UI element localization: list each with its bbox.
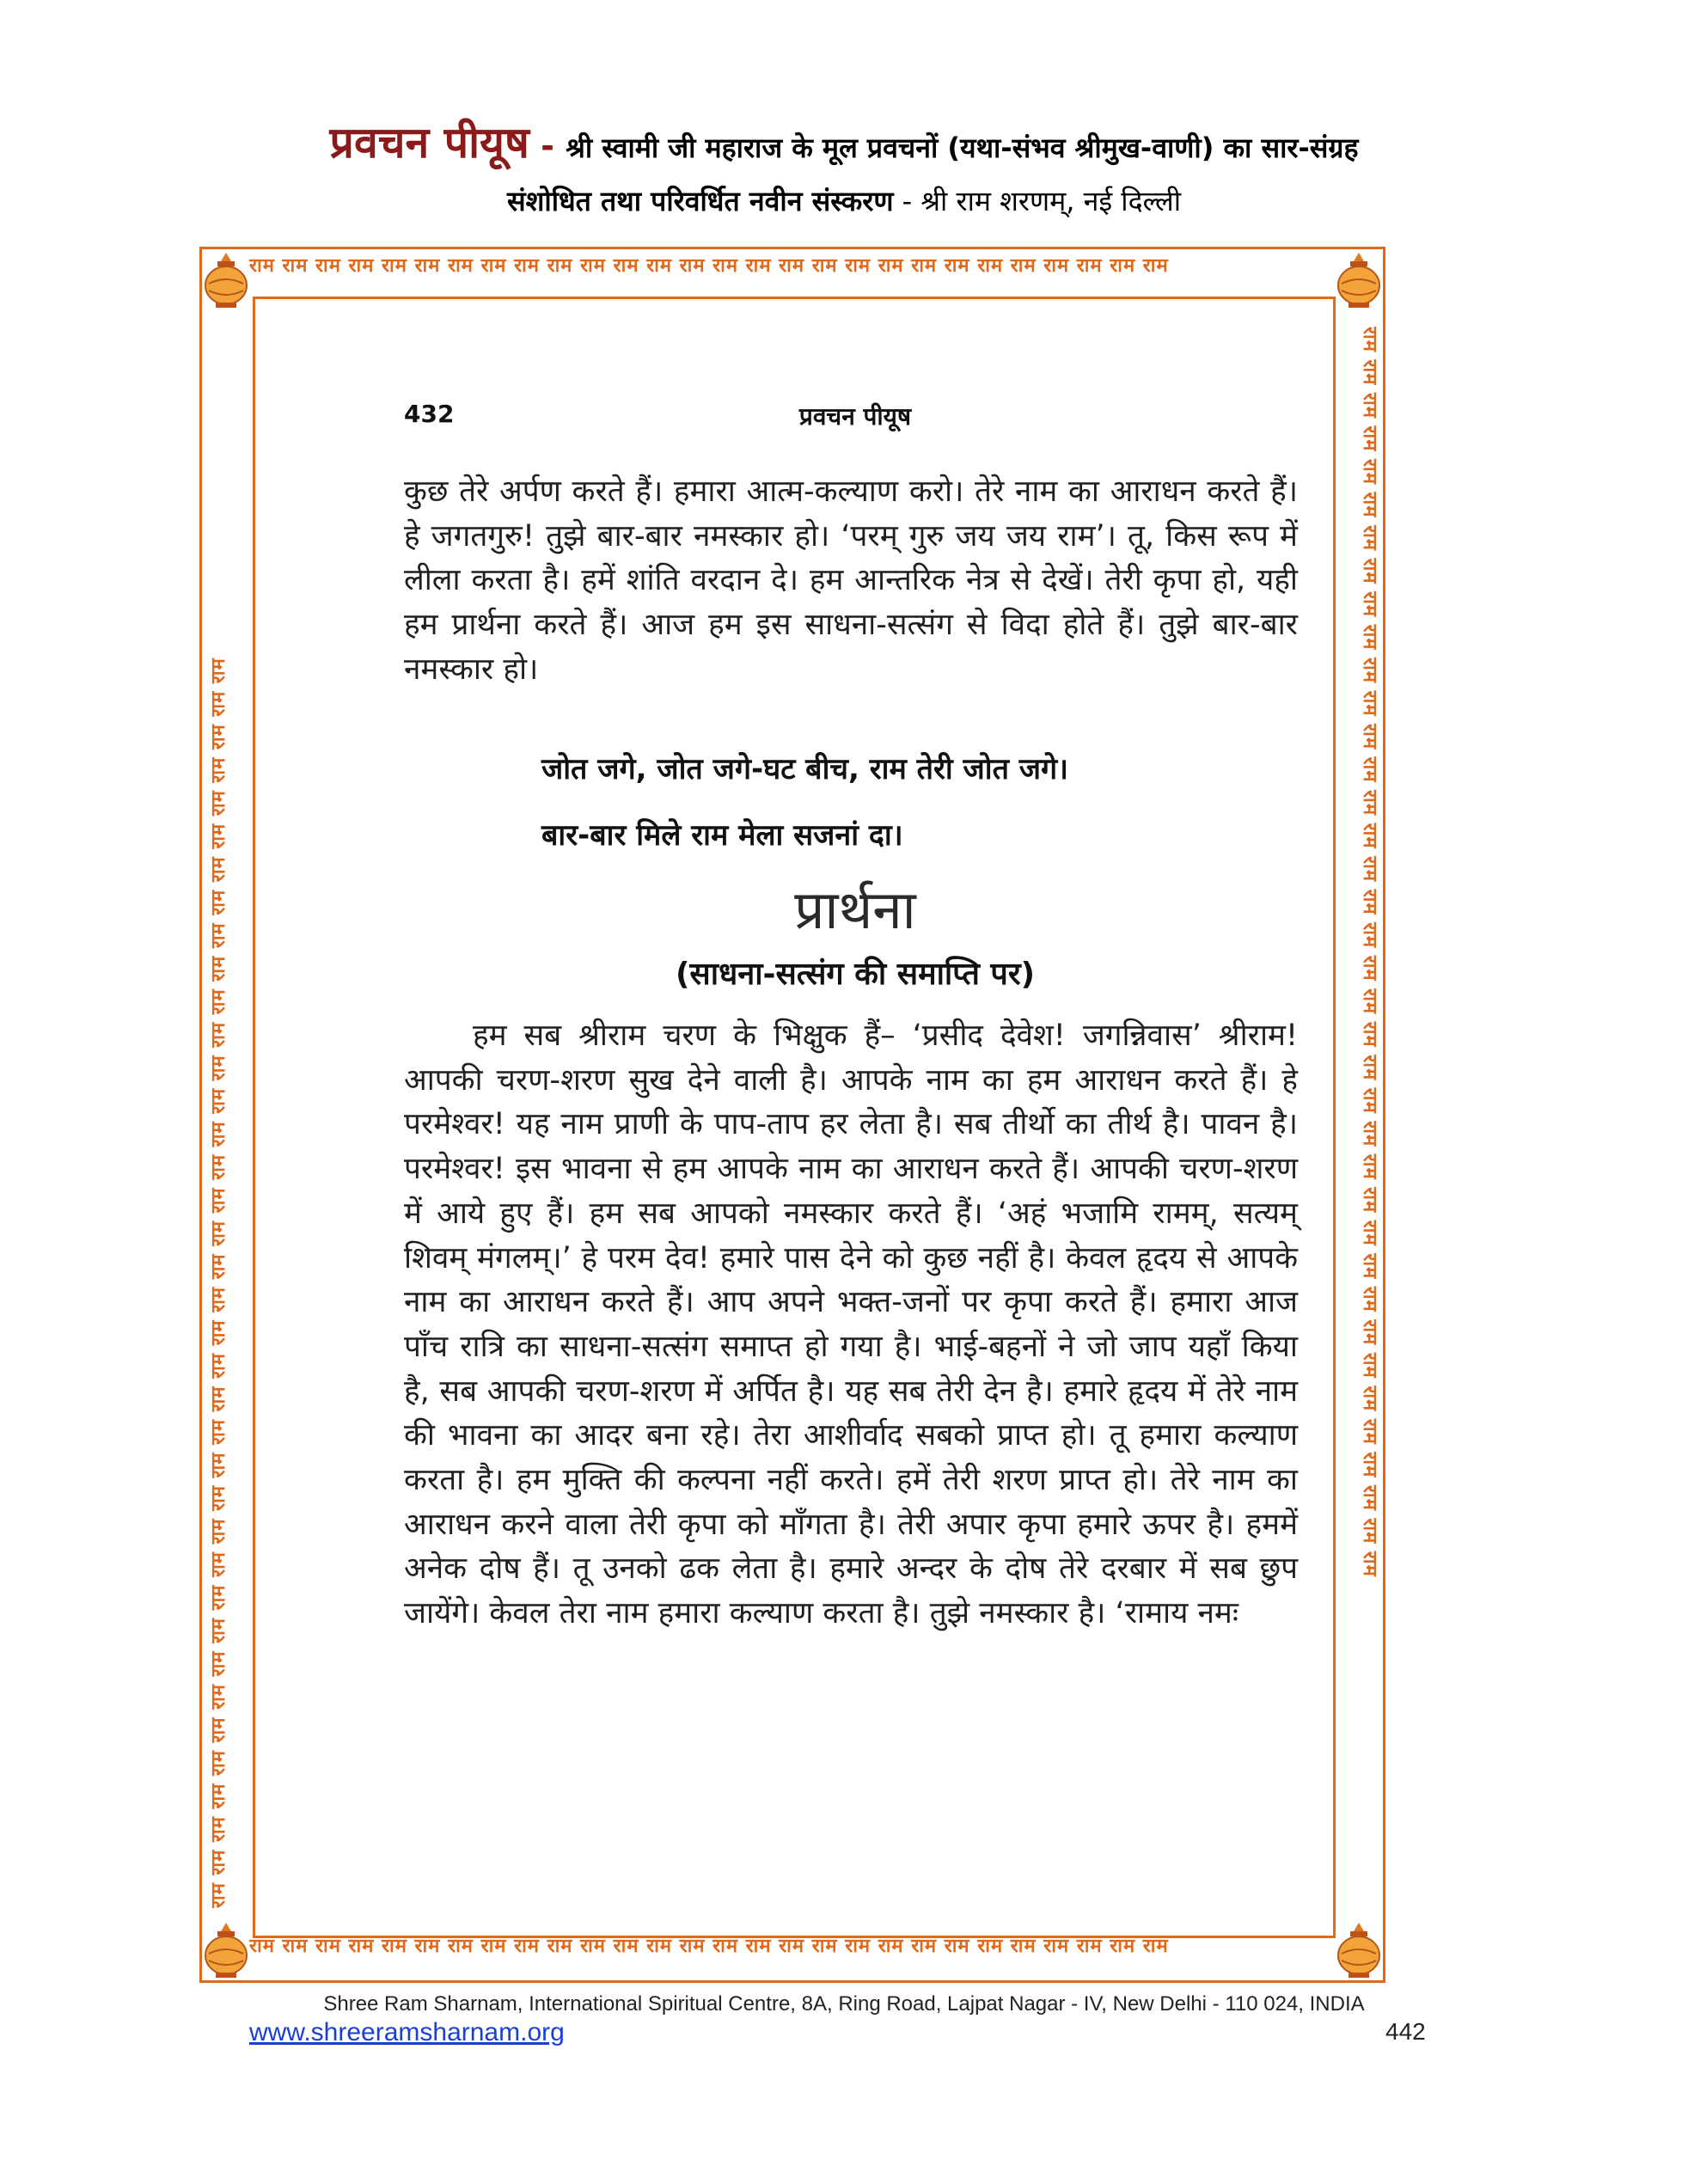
subtitle-bold: संशोधित तथा परिवर्धित नवीन संस्करण xyxy=(507,185,894,217)
paragraph-prayer: हम सब श्रीराम चरण के भिक्षुक हैं– ‘प्रसीद देवेश! जगन्निवास’ श्रीराम! आपकी चरण-शरण सुख देने वाली है। आपके नाम का हम आराधन करते हैं। हे परमेश्वर! यह नाम प्राणी के पाप-ताप हर लेता है। सब तीर्थो का तीर्थ है। पावन है। परमेश्वर! इस भावना से हम आपके नाम का आराधन करते हैं। आपकी चरण-शरण में आये हुए हैं। हम सब आपको नमस्कार करते हैं। ‘अहं भजामि रामम्, सत्यम् शिवम् मंगलम्।’ हे परम देव! हमारे पास देने को कुछ नहीं है। केवल हृदय से आपके नाम का आराधन करते हैं। आप अपने भक्त-जनों पर कृपा करते हैं। हमारा आज पाँच रात्रि का साधना-सत्संग समाप्त हो गया है। भाई-बहनों ने जो जाप यहाँ किया है, सब आपकी चरण-शरण में अर्पित है। यह सब तेरी देन है। हमारे हृदय में तेरे नाम की भावना का आदर बना रहे। तेरा आशीर्वाद सबको प्राप्त हो। तू हमारा कल्याण करता है। हम मुक्ति की कल्पना नहीं करते। हमें तेरी शरण प्राप्त हो। तेरे नाम का आराधन करने वाला तेरी कृपा को माँगता है। तेरी अपार कृपा हमारे ऊपर है। हममें अनेक दोष हैं। तू उनको ढक लेता है। हमारे अन्दर के दोष तेरे दरबार में सब छुप जायेंगे। केवल तेरा नाम हमारा कल्याण करता है। तुझे नमस्कार है। ‘रामाय नमः xyxy=(404,1019,1298,1631)
document-title xyxy=(0,112,1688,170)
verse-line-2: बार-बार मिले राम मेला सजनां दा। xyxy=(541,818,903,853)
book-running-header: प्रवचन पीयूष xyxy=(798,402,912,431)
website-link[interactable]: www.shreeramsharnam.org xyxy=(249,2018,565,2046)
ram-band-top: राम राम राम राम राम राम राम राम राम राम राम राम राम राम राम राम राम राम राम राम राम राम राम राम राम राम राम राम xyxy=(249,255,1169,277)
ram-band-left: राम राम राम राम राम राम राम राम राम राम राम राम राम राम राम राम राम राम राम राम राम राम राम राम राम राम राम राम राम राम राम राम राम राम राम राम राम राम xyxy=(208,658,229,1908)
footer-address: Shree Ram Sharnam, International Spiritual Centre, 8A, Ring Road, Lajpat Nagar - IV, New Delhi - 110 024, INDIA xyxy=(323,1992,1365,2016)
kalash-icon xyxy=(1333,249,1385,309)
kalash-icon xyxy=(200,1919,252,1979)
title-dash: - xyxy=(529,127,566,165)
kalash-icon xyxy=(200,249,252,309)
footer-page-number: 442 xyxy=(1385,2018,1426,2045)
title-main: प्रवचन पीयूष xyxy=(329,118,529,168)
book-page-number: 432 xyxy=(404,400,455,428)
document-subtitle xyxy=(0,182,1688,219)
section-title: प्रार्थना xyxy=(794,878,916,941)
ram-band-right: राम राम राम राम राम राम राम राम राम राम राम राम राम राम राम राम राम राम राम राम राम राम राम राम राम राम राम राम राम राम राम राम राम राम राम राम राम राम xyxy=(1359,327,1380,1577)
scanned-book-page xyxy=(404,391,1306,1801)
title-rest: श्री स्वामी जी महाराज के मूल प्रवचनों (यथा-संभव श्रीमुख-वाणी) का सार-संग्रह xyxy=(566,132,1359,164)
ram-band-bottom: राम राम राम राम राम राम राम राम राम राम राम राम राम राम राम राम राम राम राम राम राम राम राम राम राम राम राम राम xyxy=(249,1936,1169,1957)
section-subtitle: (साधना-सत्संग की समाप्ति पर) xyxy=(675,957,1036,992)
paragraph-intro: कुछ तेरे अर्पण करते हैं। हमारा आत्म-कल्याण करो। तेरे नाम का आराधन करते हैं। हे जगतगुरु! तुझे बार-बार नमस्कार हो। ‘परम् गुरु जय जय राम’। तू, किस रूप में लीला करता है। हमें शांति वरदान दे। हम आन्तरिक नेत्र से देखें। तेरी कृपा हो, यही हम प्रार्थना करते हैं। आज हम इस साधना-सत्संग से विदा होते हैं। तुझे बार-बार नमस्कार हो। xyxy=(404,474,1298,687)
verse-line-1: जोत जगे, जोत जगे-घट बीच, राम तेरी जोत जगे। xyxy=(541,752,1069,786)
subtitle-rest: - श्री राम शरणम्, नई दिल्ली xyxy=(893,185,1181,217)
kalash-icon xyxy=(1333,1919,1385,1979)
